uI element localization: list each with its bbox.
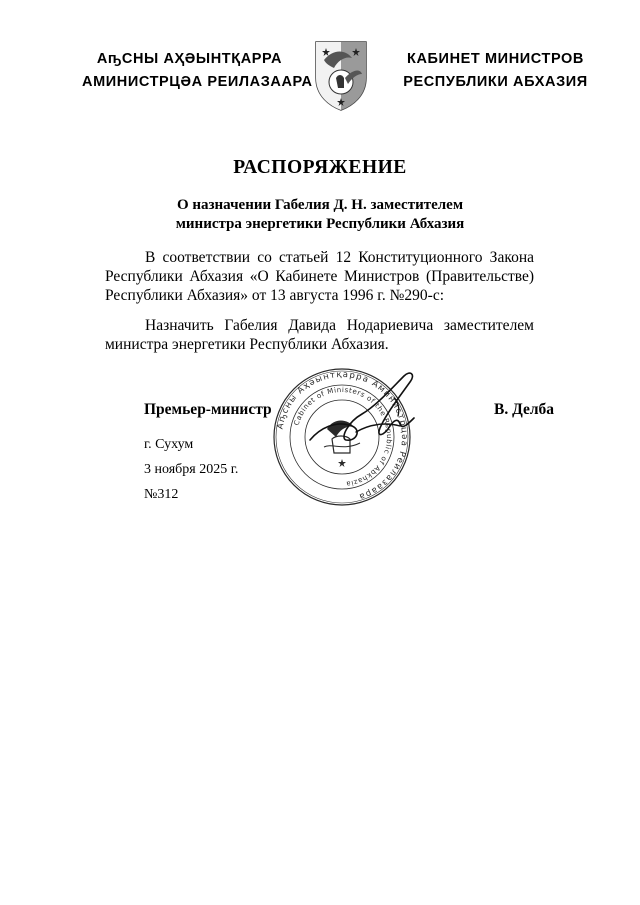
subtitle-line1: О назначении Габелия Д. Н. заместителем	[176, 197, 464, 213]
document-subtitle	[0, 196, 640, 234]
header-abkhaz-line1: АҧСНЫ АҲӘЫНТҚАРРА	[96, 51, 283, 67]
header-russian-line2: РЕСПУБЛИКИ АБХАЗИЯ	[403, 74, 588, 90]
handwritten-signature	[300, 368, 430, 458]
header-russian	[388, 48, 603, 94]
document-city: г. Сухум	[144, 437, 194, 452]
state-emblem-icon	[312, 38, 370, 112]
document-number: №312	[144, 487, 179, 502]
signatory-position: Премьер-министр	[144, 401, 272, 418]
document-title: РАСПОРЯЖЕНИЕ	[233, 157, 407, 178]
signatory-name: В. Делба	[494, 401, 555, 418]
document-date: 3 ноября 2025 г.	[144, 462, 239, 477]
header-abkhaz-line2: АМИНИСТРЦӘА РЕИЛАЗААРА	[82, 74, 313, 90]
paragraph-appointment: Назначить Габелия Давида Нодариевича заместителем министра энергетики Республики Абхазия.	[105, 317, 534, 353]
subtitle-line2: министра энергетики Республики Абхазия	[175, 216, 465, 232]
header-russian-line1: КАБИНЕТ МИНИСТРОВ	[407, 51, 584, 67]
seal-outer-text: Аҧсны Аҳәынтқарра Аминистрцәа Реилазаара	[275, 369, 410, 502]
paragraph-legal-basis: В соответствии со статьей 12 Конституционного Закона Республики Абхазия «О Кабинете Министров (Правительстве) Республики Абхазия» от 13 августа 1996 г. №290-с:	[105, 249, 534, 304]
header-abkhaz	[82, 48, 313, 94]
seal-inner-text: Cabinet of Ministers of the Republic of Abkhazia	[292, 385, 394, 488]
